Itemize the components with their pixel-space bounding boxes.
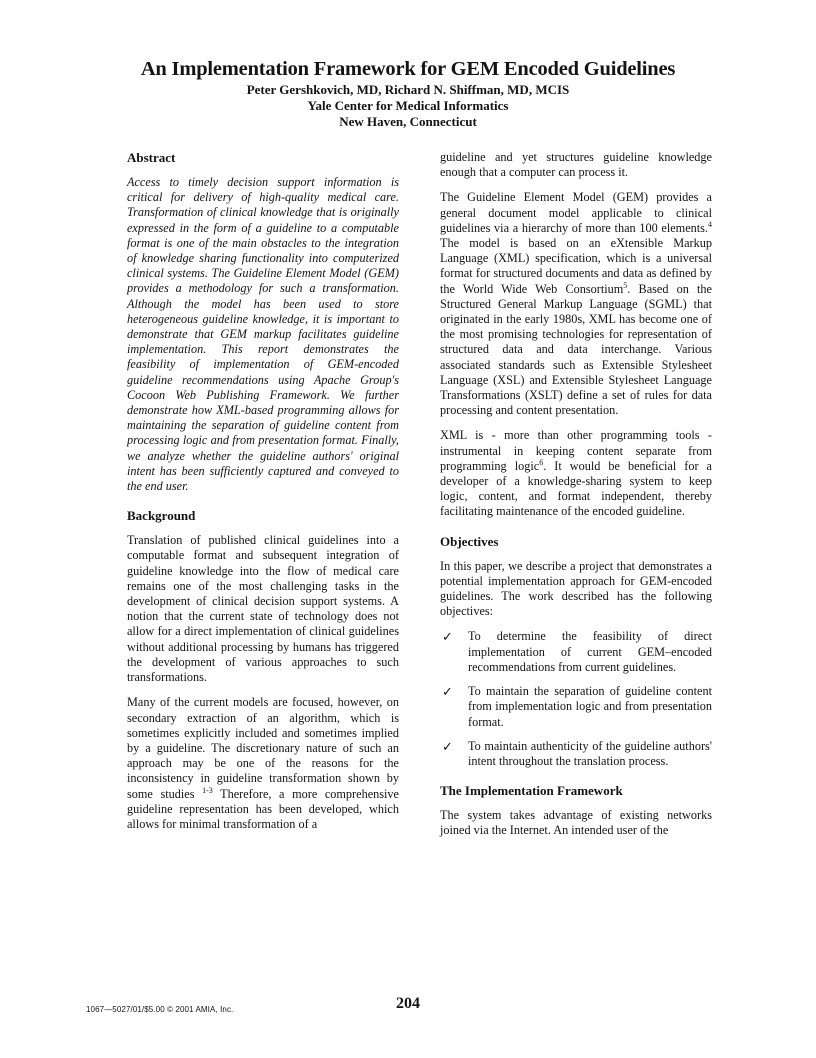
abstract-heading: Abstract — [127, 150, 176, 165]
left-column — [127, 150, 399, 842]
right-column — [440, 150, 712, 849]
location: New Haven, Connecticut — [339, 114, 477, 129]
citation-ref: 4 — [708, 219, 712, 229]
paper-title: An Implementation Framework for GEM Encoded Guidelines — [140, 58, 676, 80]
affiliation: Yale Center for Medical Informatics — [307, 98, 509, 113]
checkmark-icon: ✓ — [442, 629, 453, 645]
framework-text: The system takes advantage of existing networks joined via the Internet. An intended user of the — [440, 808, 712, 838]
copyright-notice: 1067—5027/01/$5.00 © 2001 AMIA, Inc. — [86, 1005, 234, 1014]
background-paragraph-1: Translation of published clinical guidelines into a computable format and subsequent integration of guideline knowledge into the flow of medical care remains one of the most challenging tasks in the development of clinical decision support systems. A notion that the current state of technology does not allow for a direct implementation of clinical guidelines without additional processing by humans has triggered the development of various approaches to such transformations. — [127, 533, 399, 685]
xml-logic-tail: . It would be beneficial for a developer of a knowledge-sharing system to keep logic, content, and format independent, thereby facilitating maintenance of the encoded guideline. — [440, 458, 712, 519]
sgml-text: . Based on the Structured General Markup Language (SGML) that originated in the early 1980s, XML has become one of the most promising technologies for representation of structured data and data interchange. Various associated standards such as Extensible Stylesheet Language (XSL) and Extensible Stylesheet Language Transformations (XSLT) define a set of rules for data processing and content presentation. — [440, 281, 712, 418]
objective-item — [440, 739, 712, 769]
objectives-heading: Objectives — [440, 533, 499, 549]
authors: Peter Gershkovich, MD, Richard N. Shiffman, MD, MCIS — [246, 82, 570, 97]
objective-text: To determine the feasibility of direct implementation of current GEM–encoded recommendations from current guidelines. — [468, 629, 712, 674]
checkmark-icon: ✓ — [442, 684, 453, 700]
framework-heading: The Implementation Framework — [440, 783, 623, 799]
objective-text: To maintain authenticity of the guideline authors' intent throughout the translation process. — [468, 738, 712, 768]
background-heading: Background — [127, 508, 196, 524]
objective-item — [440, 629, 712, 675]
objectives-list — [440, 629, 712, 769]
xml-logic-text: XML is - more than other programming tools - instrumental in keeping content separate from programming logic — [440, 428, 712, 473]
background-paragraph-2 — [127, 695, 399, 832]
background-paragraph-3 — [440, 190, 712, 418]
background-paragraph-2-tail: Therefore, a more comprehensive guideline representation has been developed, which allows for minimal transformation of a — [127, 786, 399, 831]
objective-item — [440, 684, 712, 730]
checkmark-icon: ✓ — [442, 738, 453, 754]
background-paragraph-2-text: Many of the current models are focused, however, on secondary extraction of an algorithm, which is sometimes explicitly included and sometimes implied by a guideline. The discretionary nature of such an approach may be one of the reasons for the inconsistency in guideline transformation shown by some studies — [127, 695, 399, 801]
citation-ref: 6 — [539, 457, 544, 467]
objectives-intro: In this paper, we describe a project that demonstrates a potential implementation approach for GEM-encoded guidelines. The work described has the following objectives: — [440, 558, 712, 619]
background-paragraph-4 — [440, 428, 712, 519]
citation-ref: 1-3 — [202, 785, 213, 795]
xml-text: The model is based on an eXtensible Markup Language (XML) specification, which is a universal format for structured documents and data as defined by the World Wide Web Consortium — [440, 236, 712, 296]
abstract-text: Access to timely decision support information is critical for delivery of high-quality medical care. Transformation of clinical knowledge that is originally expressed in the form of a guideline to a computable format is one of the main obstacles to the integration of knowledge sharing functionality into computerized clinical systems. The Guideline Element Model (GEM) provides a methodology for such a transformation. Although the model has been used to store heterogeneous guideline knowledge, it is important to demonstrate that GEM markup facilitates guideline implementation. This report demonstrates the feasibility of implementation of GEM-encoded guideline recommendations using Apache Group's Cocoon Web Publishing Framework. We further demonstrate how XML-based programming allows for maintaining the separation of guideline content from processing logic and from presentation format. Finally, we analyze whether the guideline authors' original intent has been sufficiently captured and conveyed to the end user. — [127, 175, 399, 494]
objective-text: To maintain the separation of guideline content from implementation logic and from presentation format. — [468, 684, 712, 729]
background-paragraph-2-continued: guideline and yet structures guideline knowledge enough that a computer can process it. — [440, 150, 712, 180]
page-number: 204 — [396, 995, 420, 1012]
citation-ref: 5 — [623, 280, 628, 290]
gem-text: The Guideline Element Model (GEM) provides a general document model applicable to clinical guidelines via a hierarchy of more than 100 elements. — [440, 190, 712, 235]
